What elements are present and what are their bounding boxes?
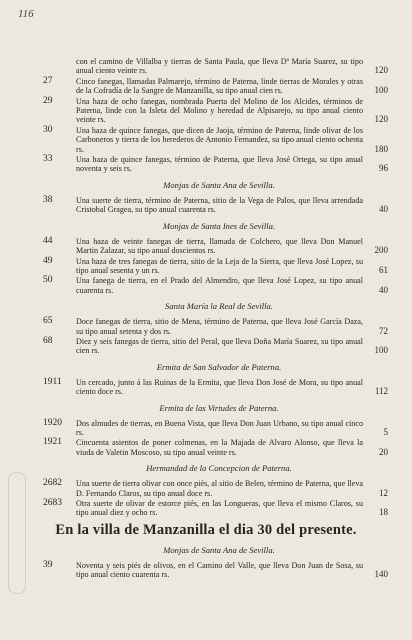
section-heading: Monjas de Santa Ana de Sevilla. — [163, 544, 275, 555]
entry-number: 39 — [43, 559, 53, 570]
entry-amount: 120 — [374, 65, 388, 76]
entry-amount: 180 — [374, 143, 388, 154]
entry-text: Una haza de tres fanegas de tierra, sitio de la Leja de la Sierra, que lleva José Lopez, su tipo anual sesenta y un rs. — [76, 256, 363, 275]
entry — [0, 155, 412, 174]
entry-text: Otra suerte de olivar de estorce piés, en las Longueras, que lleva el mismo Claros, su tipo anual diez y ocho rs. — [76, 499, 363, 518]
entry-text: Cincuenta asientos de poner colmenas, en la Majada de Alvaro Alonso, que lleva la viuda de Valetin Moscoso, su tipo anual veinte rs. — [76, 438, 363, 457]
entry-text: Doce fanegas de tierra, sitio de Mena, término de Paterna, que lleva José García Daza, su tipo anual setenta y dos rs. — [76, 317, 363, 336]
entry-number: 44 — [43, 235, 53, 246]
entry-text: Un cercado, junto á las Ruinas de la Ermita, que lleva Don José de Mora, su tipo anual ciento doce rs. — [76, 377, 363, 397]
entry-number: 2683 — [43, 498, 62, 508]
entry — [0, 419, 412, 438]
entry-number: 27 — [43, 75, 53, 86]
section-heading: Monjas de Santa Ana de Sevilla. — [163, 179, 275, 190]
section-heading: Ermita de las Virtudes de Paterna. — [159, 402, 279, 413]
entry — [0, 378, 412, 397]
entry-number: 30 — [43, 124, 53, 135]
entry — [0, 337, 412, 356]
entry — [0, 438, 412, 457]
entry-number: 2682 — [43, 478, 62, 489]
entry-amount: 140 — [374, 569, 388, 580]
section-heading: Hermandad de la Concepcion de Paterna. — [146, 463, 292, 474]
entry-text: Una haza de quince fanegas, que dicen de Jaoja, término de Paterna, linde olivar de los Carboneros y tierra de los herederos de Antonio Fernandez, su tipo anual ciento ochenta rs. — [76, 125, 363, 154]
entry-amount: 40 — [379, 284, 388, 295]
entry — [0, 317, 412, 336]
entry-amount: 96 — [379, 163, 388, 174]
entry-amount: 112 — [374, 386, 388, 397]
section-heading: Santa María la Real de Sevilla. — [165, 301, 273, 312]
entry-amount: 40 — [379, 204, 388, 215]
entry-text: Una haza de ocho fanegas, nombrada Puerta del Molino de los Alcides, términos de Paterna, linde con la Isleta del Molino y heredad de Alpisarejo, su tipo anual ciento veinte rs. — [76, 96, 363, 125]
entry-number: 65 — [43, 316, 53, 327]
entry-amount: 5 — [383, 426, 388, 437]
entry-amount: 12 — [379, 487, 388, 498]
entry — [0, 77, 412, 96]
page-mark: 116 — [18, 8, 34, 20]
entry — [0, 561, 412, 580]
entry-amount: 18 — [379, 507, 388, 518]
section-heading: Ermita de San Salvador de Paterna. — [156, 361, 282, 372]
entry-number: 1911 — [43, 376, 62, 387]
entry-number: 33 — [43, 154, 53, 165]
entry-amount: 120 — [374, 114, 388, 125]
entry-text: Una haza de quince fanegas, término de Paterna, que lleva José Ortega, su tipo anual noventa y seis rs. — [76, 155, 363, 174]
entry — [0, 237, 412, 256]
entry — [0, 126, 412, 154]
section-heading: Monjas de Santa Ines de Sevilla. — [162, 220, 276, 231]
entry-text: Dos almudes de tierras, en Buena Vista, que lleva Don Juan Urbano, su tipo anual cinco rs. — [76, 418, 363, 437]
entry-number: 38 — [43, 194, 53, 205]
entry-text: Una suerte de tierra, término de Paterna, sitio de la Vega de Palos, que lleva arrendada Cristobal Gragea, su tipo anual cuarenta rs. — [76, 195, 363, 215]
entry-number: 1921 — [43, 437, 62, 448]
entry-amount: 72 — [379, 325, 388, 336]
entry — [0, 57, 412, 76]
entry — [0, 479, 412, 498]
entry — [0, 97, 412, 125]
date-heading: En la villa de Manzanilla el dia 30 del presente. — [55, 521, 357, 538]
entry-text: Noventa y seis piés de olivos, en el Camino del Valle, que lleva Don Juan de Sosa, su tipo anual ciento cuarenta rs. — [76, 560, 363, 580]
entry-text: Una haza de veinte fanegas de tierra, llamada de Colchero, que lleva Don Manuel Martin Zalazar, su tipo anual doscientos rs. — [76, 236, 363, 256]
document-text — [0, 57, 412, 581]
entry-amount: 100 — [374, 345, 388, 356]
entry-number: 29 — [43, 95, 53, 106]
entry — [0, 196, 412, 215]
entry-text: Diez y seis fanegas de tierra, sitio del Peral, que lleva Doña María Suarez, su tipo anual cien rs. — [76, 336, 363, 356]
entry-number: 1920 — [43, 417, 62, 428]
entry-amount: 61 — [379, 264, 388, 275]
entry-amount: 200 — [374, 245, 388, 256]
entry-number: 50 — [43, 275, 53, 286]
entry-text: Una suerte de tierra olivar con once piés, al sitio de Belen, término de Paterna, que lleva D. Fernando Claros, su tipo anual doce rs. — [76, 479, 363, 498]
entry-text: Cinco fanegas, llamadas Palmarejo, término de Paterna, linde tierras de Morales y otras de la Cofradía de la Sangre de Manzanilla, su tipo anual cien rs. — [76, 76, 363, 96]
entry-number: 49 — [43, 255, 53, 266]
entry — [0, 257, 412, 276]
entry-number: 68 — [43, 335, 53, 346]
entry-text: Una fanega de tierra, en el Prado del Almendro, que lleva José Lopez, su tipo anual cuarenta rs. — [76, 276, 363, 295]
entry-amount: 20 — [379, 446, 388, 457]
entry — [0, 499, 412, 518]
entry-text: con el camino de Villalba y tierras de Santa Paula, que lleva Dª María Suarez, su tipo anual ciento veinte rs. — [76, 57, 363, 76]
entry — [0, 276, 412, 295]
entry-amount: 100 — [374, 85, 388, 96]
